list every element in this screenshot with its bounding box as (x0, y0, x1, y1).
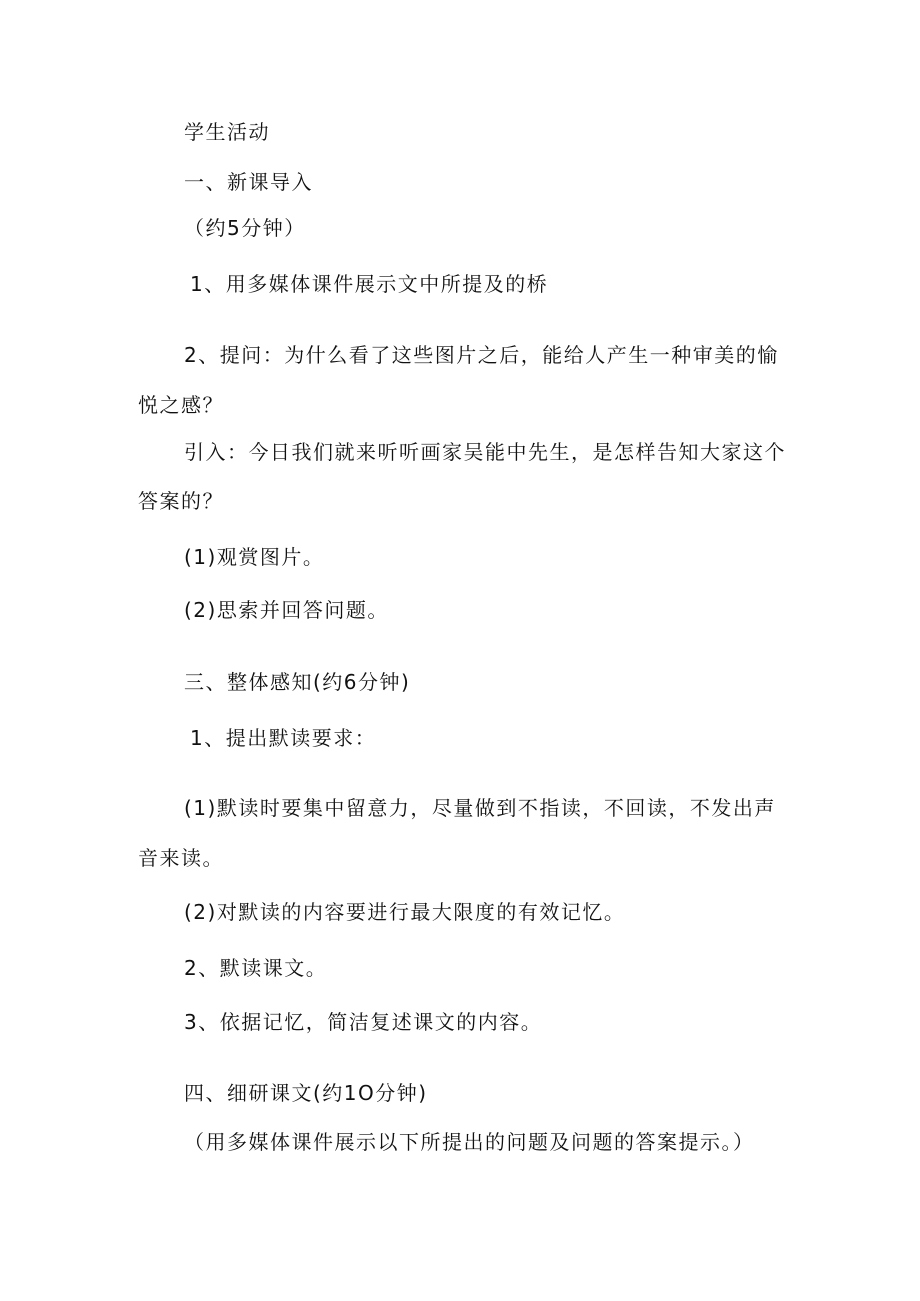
section-heading-overall-perception: 三、整体感知(约6分钟) (184, 670, 411, 694)
list-item: (1)观赏图片。 (184, 545, 325, 569)
list-item: 3、依据记忆，简洁复述课文的内容。 (184, 1010, 543, 1034)
section-heading-new-lesson: 一、新课导入 (184, 170, 313, 194)
list-item: (2)思索并回答问题。 (184, 598, 389, 622)
list-item: (2)对默读的内容要进行最大限度的有效记忆。 (184, 900, 626, 924)
paragraph-line: 音来读。 (138, 846, 224, 870)
list-item: 1、用多媒体课件展示文中所提及的桥 (190, 272, 549, 296)
list-item: 2、默读课文。 (184, 956, 328, 980)
paragraph-line: 引入：今日我们就来听听画家吴能中先生，是怎样告知大家这个 (184, 440, 786, 464)
paragraph-line: （用多媒体课件展示以下所提出的问题及问题的答案提示。） (184, 1130, 755, 1154)
section-heading-student-activity: 学生活动 (184, 120, 270, 144)
list-item: 1、提出默读要求： (190, 726, 377, 750)
paragraph-line: (1)默读时要集中留意力，尽量做到不指读，不回读，不发出声 (184, 796, 776, 820)
section-heading-detailed-study: 四、细研课文(约1O分钟) (184, 1081, 428, 1105)
paragraph-line: 悦之感？ (138, 393, 224, 417)
time-note: （约5分钟） (184, 216, 306, 240)
paragraph-line: 答案的？ (138, 489, 224, 513)
paragraph-line: 2、提问：为什么看了这些图片之后，能给人产生一种审美的愉 (184, 343, 779, 367)
